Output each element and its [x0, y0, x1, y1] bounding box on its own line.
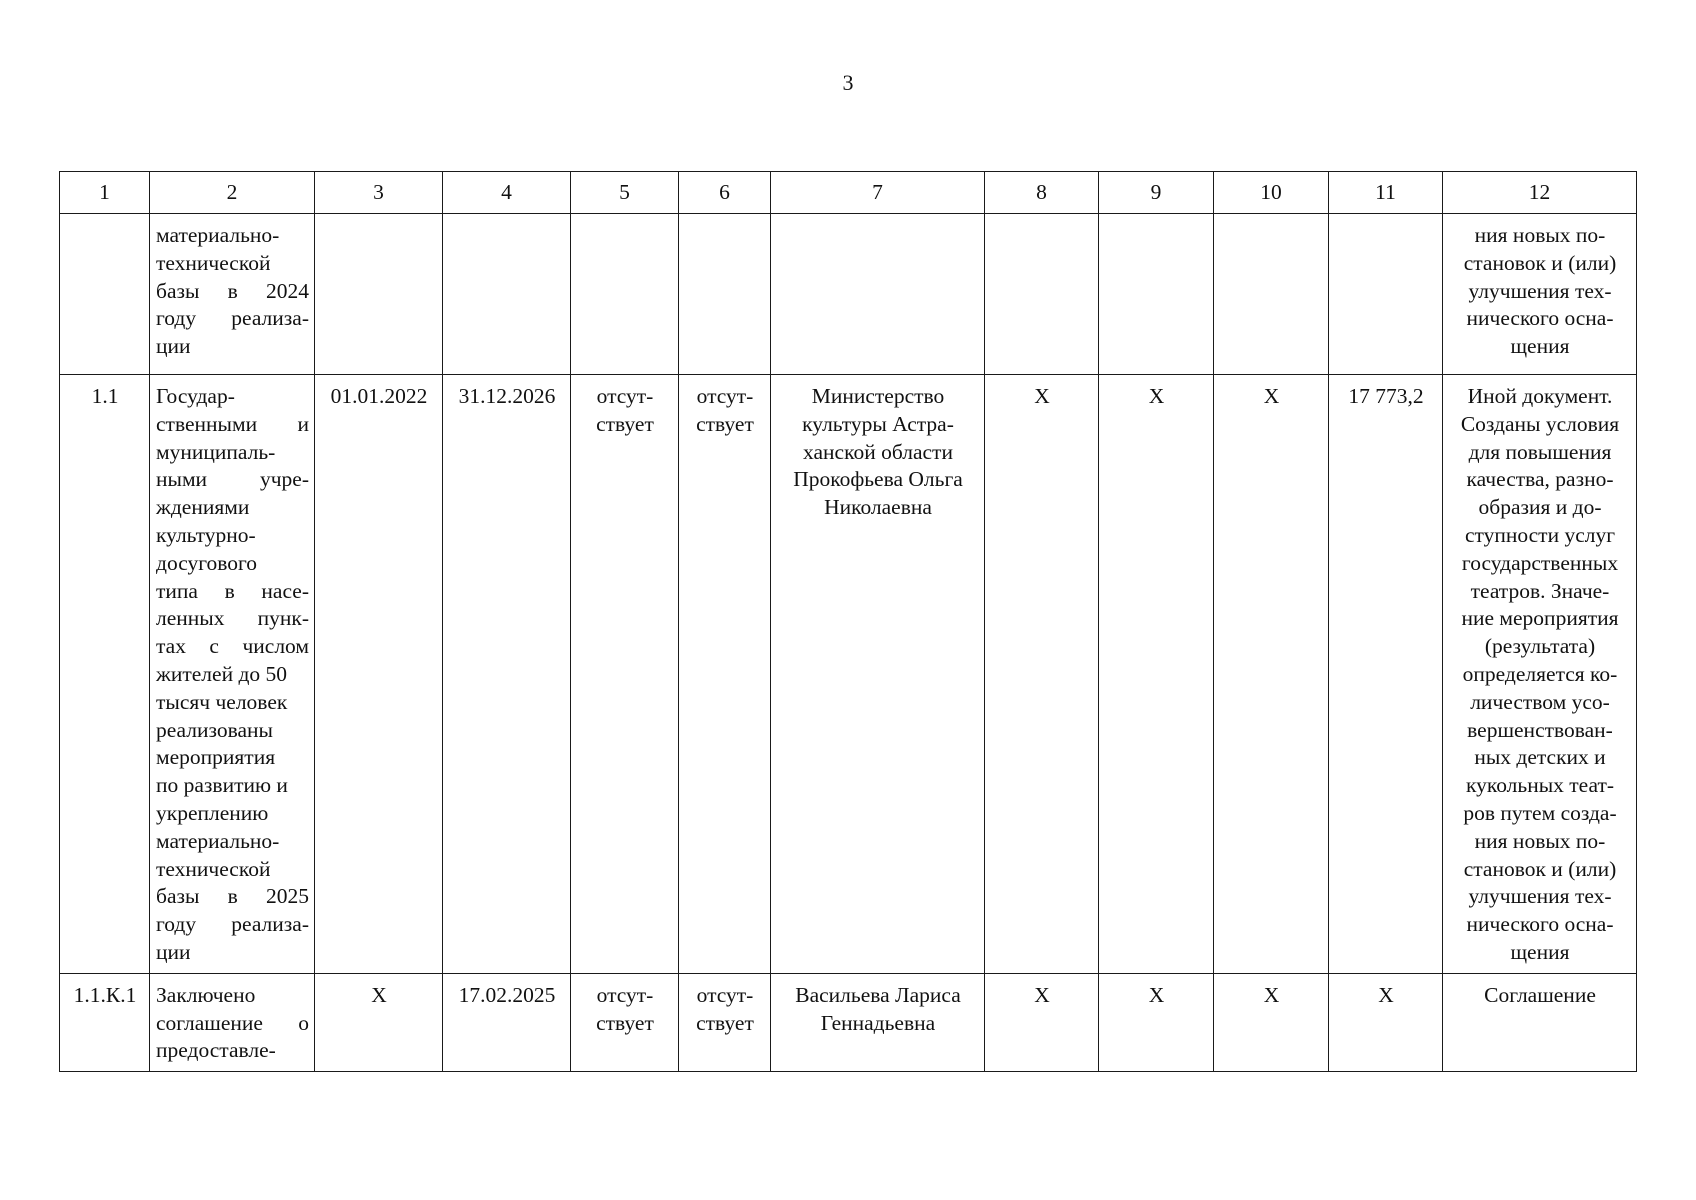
- text-line: по развитию и: [156, 773, 288, 798]
- text-line: качества, разно-: [1466, 467, 1614, 492]
- text-line: вершенствован-: [1467, 717, 1613, 742]
- text-line: щения: [1510, 334, 1570, 359]
- cell-end-date: 17.02.2025: [443, 973, 571, 1071]
- text-line: Государ-: [156, 384, 235, 408]
- text-line: ных детских и: [1474, 745, 1606, 770]
- text-line: тах с числом: [156, 634, 309, 659]
- cell-name: [150, 375, 315, 974]
- column-header: 5: [571, 172, 679, 214]
- text-line: ствует: [596, 1010, 654, 1035]
- text-line: тысяч человек: [156, 689, 288, 714]
- text-line: материально-: [156, 223, 280, 247]
- text-line: нического осна-: [1466, 306, 1614, 331]
- text-line: отсут-: [696, 384, 754, 408]
- table-row: [60, 973, 1637, 1071]
- text-line: Васильева Лариса: [795, 982, 961, 1007]
- cell-col8: Х: [985, 375, 1099, 974]
- cell-start-date: 01.01.2022: [315, 375, 443, 974]
- text-line: технической: [156, 250, 271, 275]
- cell-end-date: 31.12.2026: [443, 375, 571, 974]
- table-row: [60, 375, 1637, 974]
- text-line: Заключено: [156, 982, 256, 1007]
- text-line: ханской области: [803, 439, 953, 464]
- cell-amount: 17 773,2: [1329, 375, 1443, 974]
- cell-col9: Х: [1099, 973, 1214, 1071]
- text-line: ствует: [596, 411, 654, 436]
- text-line: становок и (или): [1463, 856, 1617, 881]
- text-line: предоставле-: [156, 1038, 276, 1063]
- cell-number: 1.1.К.1: [60, 973, 150, 1071]
- text-line: ции: [156, 334, 191, 359]
- cell-col6: [679, 973, 771, 1071]
- cell-col5: [571, 214, 679, 375]
- text-line: ров путем созда-: [1463, 800, 1617, 825]
- text-line: (результата): [1484, 634, 1596, 659]
- text-line: для повышения: [1468, 439, 1612, 464]
- text-line: Геннадьевна: [820, 1010, 936, 1035]
- cell-responsible: [771, 375, 985, 974]
- text-line: году реализа-: [156, 912, 309, 937]
- column-header: 6: [679, 172, 771, 214]
- text-line: улучшения тех-: [1468, 278, 1612, 303]
- text-line: определяется ко-: [1462, 661, 1618, 686]
- text-line: реализованы: [156, 717, 274, 742]
- text-line: ждениями: [156, 495, 250, 520]
- text-line: личеством усо-: [1470, 689, 1610, 714]
- column-header: 10: [1214, 172, 1329, 214]
- text-line: ния новых по-: [1474, 828, 1606, 853]
- cell-col9: Х: [1099, 375, 1214, 974]
- text-line: Николаевна: [824, 495, 932, 520]
- cell-col8: Х: [985, 973, 1099, 1071]
- text-line: нического осна-: [1466, 912, 1614, 937]
- text-line: Созданы условия: [1460, 411, 1620, 436]
- text-line: жителей до 50: [156, 661, 288, 686]
- table-row: [60, 214, 1637, 375]
- text-line: театров. Значе-: [1470, 578, 1610, 603]
- text-line: Министерство: [811, 384, 945, 408]
- cell-responsible: [771, 214, 985, 375]
- text-line: ния новых по-: [1474, 223, 1606, 247]
- column-header: 1: [60, 172, 150, 214]
- cell-end-date: [443, 214, 571, 375]
- cell-col10: [1214, 214, 1329, 375]
- text-line: Прокофьева Ольга: [793, 467, 963, 492]
- text-line: культурно-: [156, 522, 256, 547]
- text-line: становок и (или): [1463, 250, 1617, 275]
- cell-name: [150, 214, 315, 375]
- column-header: 2: [150, 172, 315, 214]
- text-line: мероприятия: [156, 745, 276, 770]
- cell-col10: Х: [1214, 375, 1329, 974]
- column-header: 3: [315, 172, 443, 214]
- text-line: муниципаль-: [156, 439, 276, 464]
- text-line: отсут-: [696, 982, 754, 1007]
- text-line: культуры Астра-: [802, 411, 954, 436]
- column-header: 7: [771, 172, 985, 214]
- text-line: кукольных теат-: [1465, 773, 1615, 798]
- cell-responsible: [771, 973, 985, 1071]
- text-line: Соглашение: [1484, 982, 1596, 1007]
- text-line: материально-: [156, 828, 280, 853]
- cell-col6: [679, 375, 771, 974]
- document-table: [59, 171, 1637, 1072]
- text-line: укреплению: [156, 800, 269, 825]
- cell-number: 1.1: [60, 375, 150, 974]
- text-line: ние мероприятия: [1461, 606, 1619, 631]
- text-line: государственных: [1461, 550, 1619, 575]
- column-header: 12: [1443, 172, 1637, 214]
- cell-name: [150, 973, 315, 1071]
- text-line: типа в насе-: [156, 578, 309, 603]
- text-line: отсут-: [596, 982, 654, 1007]
- page-number: 3: [842, 70, 854, 95]
- cell-document: [1443, 973, 1637, 1071]
- column-header: 8: [985, 172, 1099, 214]
- text-line: щения: [1510, 939, 1570, 964]
- text-line: ственными и: [156, 411, 309, 436]
- text-line: базы в 2024: [156, 278, 309, 303]
- cell-amount: [1329, 214, 1443, 375]
- text-line: досугового: [156, 550, 258, 575]
- cell-document: [1443, 375, 1637, 974]
- cell-start-date: Х: [315, 973, 443, 1071]
- text-line: ствует: [696, 1010, 754, 1035]
- cell-number: [60, 214, 150, 375]
- cell-start-date: [315, 214, 443, 375]
- text-line: улучшения тех-: [1468, 884, 1612, 909]
- cell-document: [1443, 214, 1637, 375]
- text-line: Иной документ.: [1467, 384, 1613, 408]
- text-line: соглашение о: [156, 1010, 309, 1035]
- cell-col9: [1099, 214, 1214, 375]
- cell-col10: Х: [1214, 973, 1329, 1071]
- cell-col5: [571, 375, 679, 974]
- text-line: ленных пунк-: [156, 606, 309, 631]
- cell-col6: [679, 214, 771, 375]
- text-line: базы в 2025: [156, 884, 309, 909]
- text-line: ными учре-: [156, 467, 309, 492]
- cell-col8: [985, 214, 1099, 375]
- text-line: ции: [156, 939, 191, 964]
- column-header: 11: [1329, 172, 1443, 214]
- text-line: ступности услуг: [1464, 522, 1616, 547]
- text-line: образия и до-: [1478, 495, 1602, 520]
- text-line: отсут-: [596, 384, 654, 408]
- text-line: технической: [156, 856, 271, 881]
- cell-col5: [571, 973, 679, 1071]
- header-row: [60, 172, 1637, 214]
- column-header: 9: [1099, 172, 1214, 214]
- column-header: 4: [443, 172, 571, 214]
- text-line: ствует: [696, 411, 754, 436]
- cell-amount: Х: [1329, 973, 1443, 1071]
- text-line: году реализа-: [156, 306, 309, 331]
